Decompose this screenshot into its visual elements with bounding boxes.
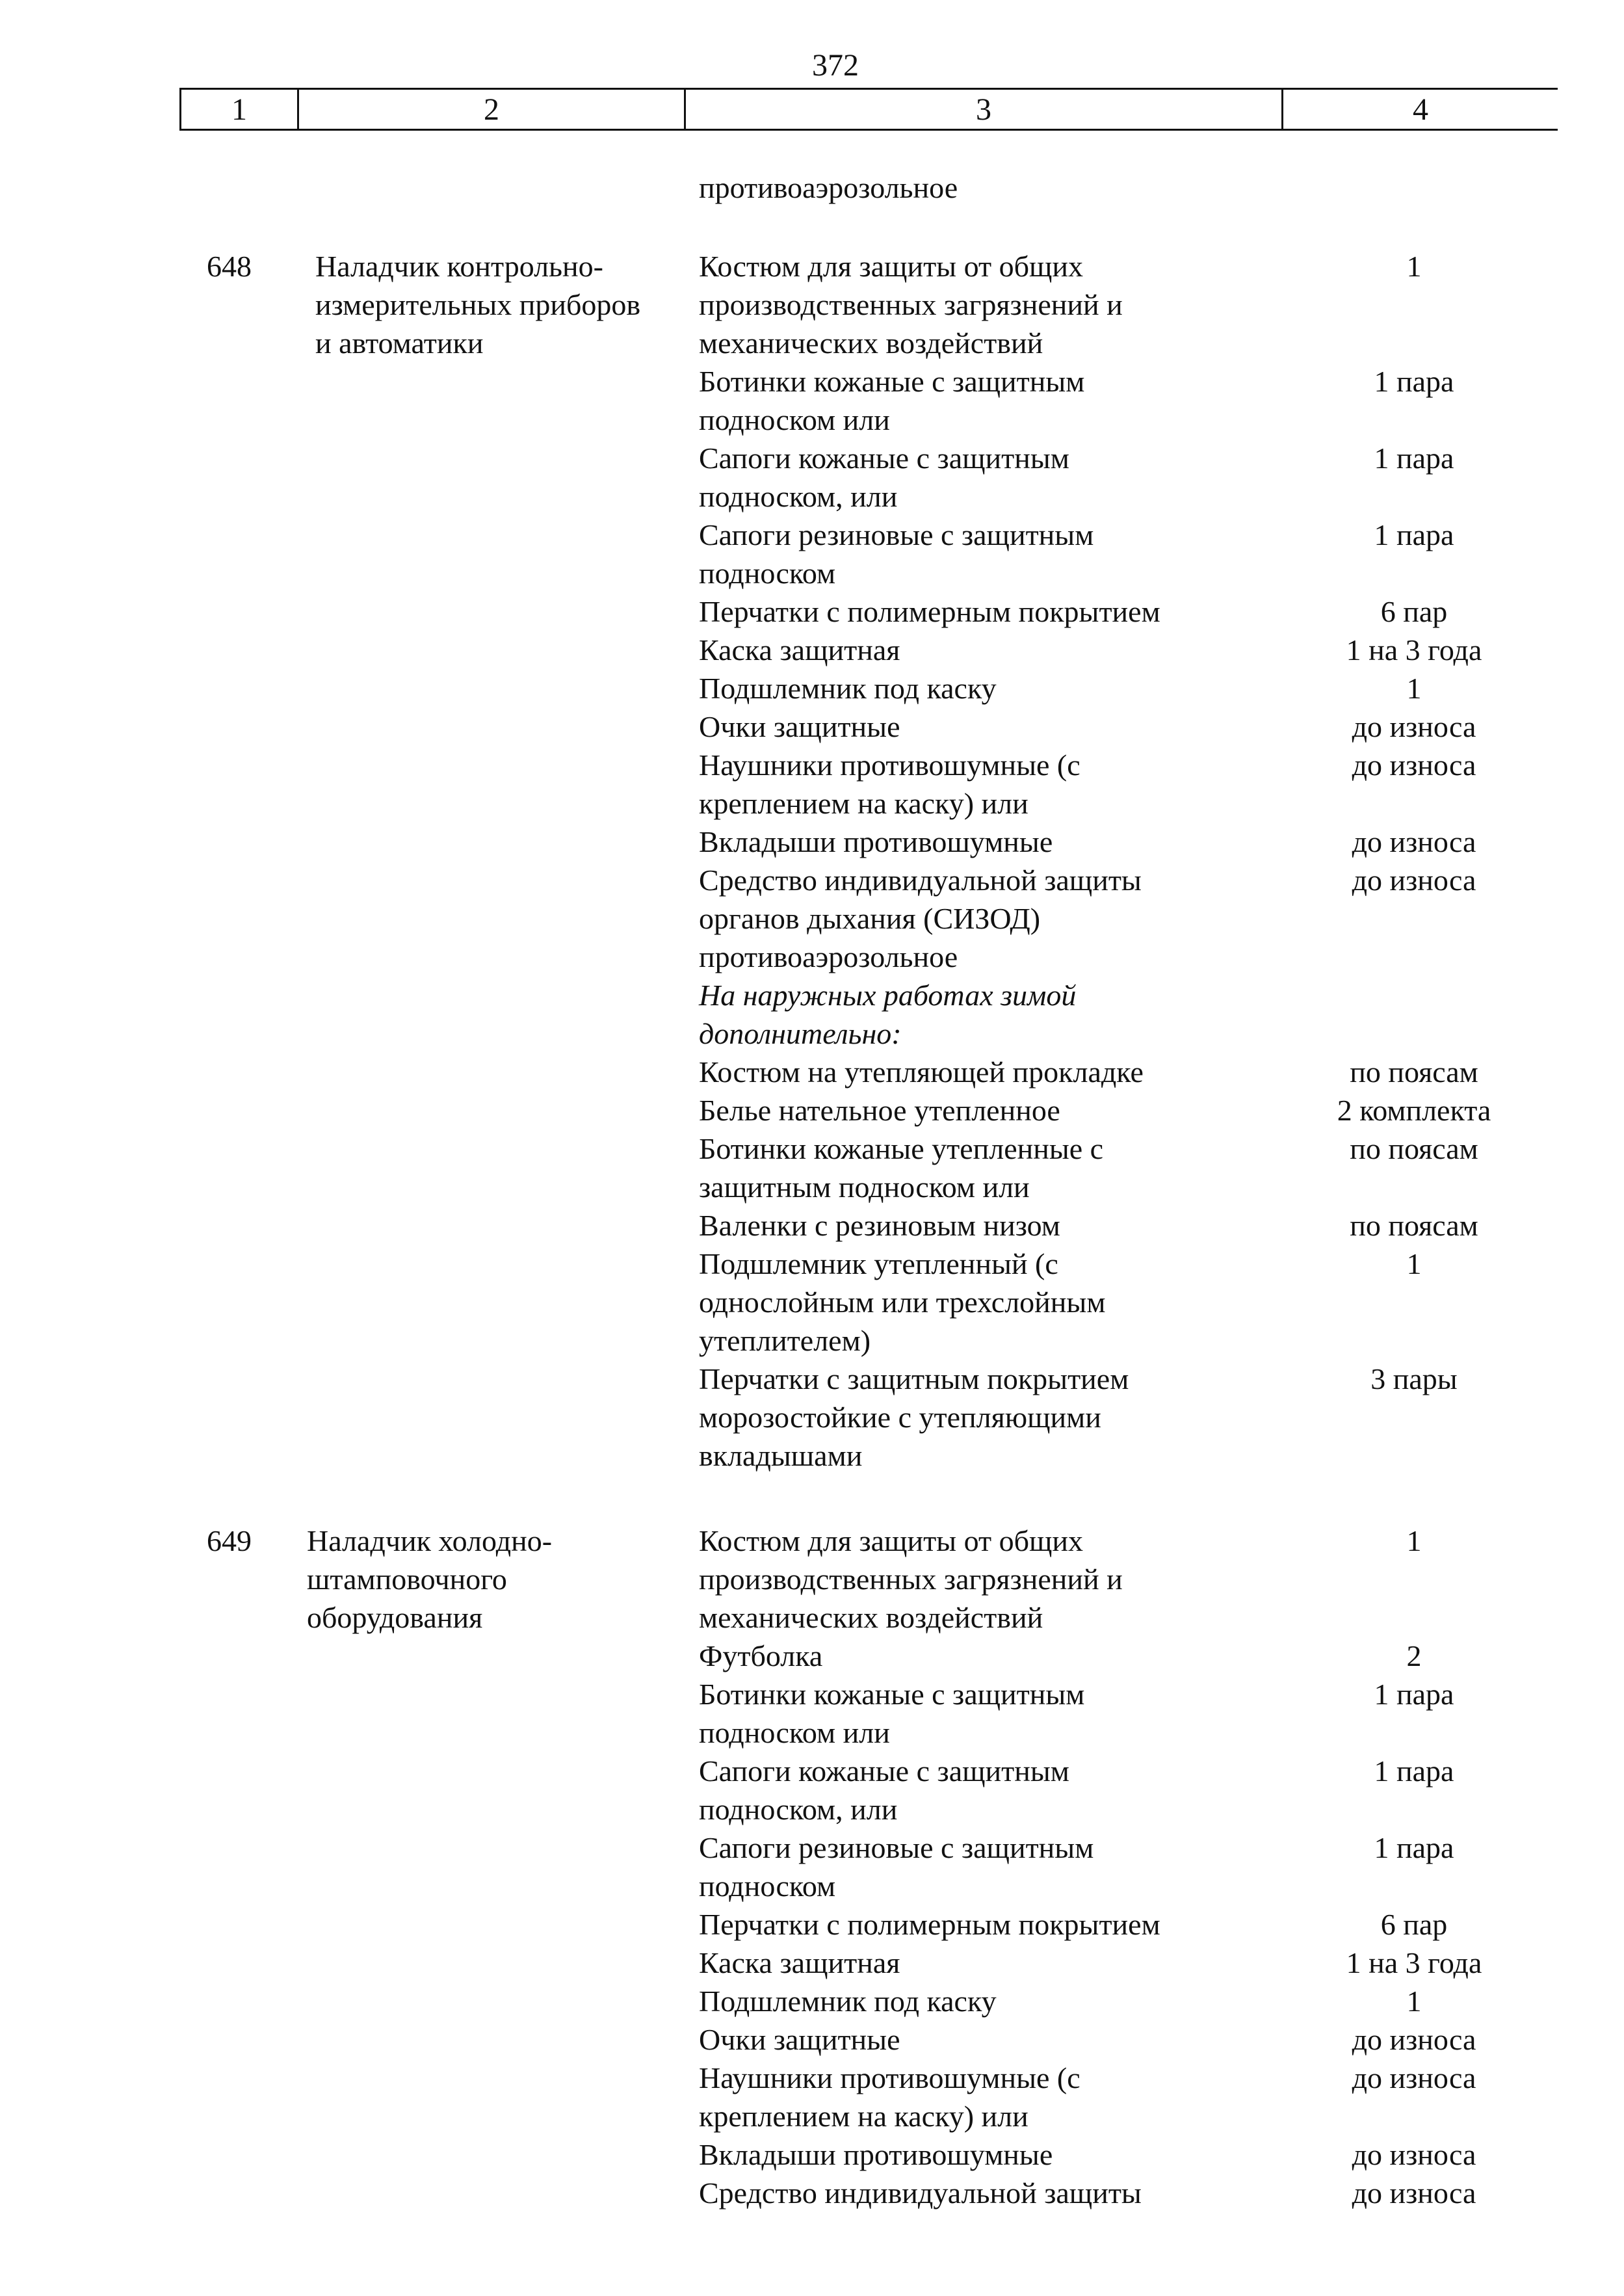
ppe-item-name: Перчатки с полимерным покрытием	[699, 595, 1160, 628]
ppe-item	[699, 2059, 1476, 2135]
ppe-item-name: Подшлемник под каску	[699, 672, 997, 705]
ppe-item-quantity: 1 пара	[1374, 365, 1454, 398]
ppe-item-quantity: 2 комплекта	[1337, 1094, 1491, 1127]
ppe-item-name: Сапоги кожаные с защитным подноском, или	[699, 1754, 1069, 1826]
ppe-item-quantity: по поясам	[1350, 1209, 1478, 1242]
ppe-item	[699, 1245, 1422, 1360]
ppe-item-name: Костюм для защиты от общих производственных загрязнений и механических воздействий	[699, 1524, 1123, 1634]
ppe-item-quantity: до износа	[1352, 2023, 1476, 2056]
ppe-item-quantity: 1 на 3 года	[1346, 633, 1482, 666]
ppe-item	[699, 516, 1454, 592]
ppe-item-name: Каска защитная	[699, 633, 900, 666]
ppe-item	[699, 1982, 1422, 2020]
ppe-item-name: Подшлемник утепленный (с однослойным или трехслойным утеплителем)	[699, 1247, 1106, 1357]
entry-number: 649	[207, 1524, 252, 1557]
page-number: 372	[812, 48, 859, 83]
ppe-item-quantity: до износа	[1352, 710, 1476, 743]
ppe-item	[699, 1752, 1454, 1828]
ppe-item-name: Вкладыши противошумные	[699, 2138, 1053, 2171]
ppe-item-quantity: 1 пара	[1374, 518, 1454, 551]
ppe-item-name: Подшлемник под каску	[699, 1985, 997, 2018]
ppe-item-name: Средство индивидуальной защиты	[699, 2176, 1142, 2210]
ppe-item-name: Очки защитные	[699, 2023, 900, 2056]
ppe-item-name: Средство индивидуальной защиты органов дыхания (СИЗОД) противоаэрозольное	[699, 864, 1142, 973]
ppe-item-quantity: 1	[1406, 1985, 1422, 2018]
ppe-item-quantity: 1 пара	[1374, 1754, 1454, 1788]
ppe-item-name: Костюм для защиты от общих производственных загрязнений и механических воздействий	[699, 250, 1123, 360]
ppe-item-quantity: до износа	[1352, 2138, 1476, 2171]
ppe-item-quantity: 1 пара	[1374, 1678, 1454, 1711]
ppe-item-name: На наружных работах зимой дополнительно:	[699, 979, 1077, 1050]
ppe-item-quantity: 1 пара	[1374, 442, 1454, 475]
carryover-text: противоаэрозольное	[699, 171, 958, 204]
ppe-item-quantity: 1	[1406, 672, 1422, 705]
ppe-item	[699, 1129, 1478, 1206]
ppe-item	[699, 1828, 1454, 1905]
ppe-item-quantity: по поясам	[1350, 1132, 1478, 1165]
ppe-item	[699, 823, 1476, 861]
ppe-item-name: Ботинки кожаные с защитным подноском или	[699, 365, 1085, 436]
ppe-item-name: Перчатки с полимерным покрытием	[699, 1908, 1160, 1941]
column-header-3: 3	[686, 90, 1283, 129]
profession-name: Наладчик холодно- штамповочного оборудования	[307, 1524, 553, 1634]
ppe-item-name: Сапоги резиновые с защитным подноском	[699, 1831, 1094, 1903]
ppe-item	[699, 247, 1422, 362]
ppe-item	[699, 631, 1482, 669]
column-header-2: 2	[299, 90, 686, 129]
ppe-item-quantity: 6 пар	[1380, 595, 1448, 628]
ppe-item-name: Наушники противошумные (с креплением на каску) или	[699, 2061, 1080, 2133]
entry-number: 648	[207, 250, 252, 283]
ppe-item	[699, 1053, 1478, 1091]
column-header-1: 1	[179, 90, 299, 129]
ppe-item	[699, 669, 1422, 707]
profession-name: Наладчик контрольно- измерительных приборов и автоматики	[315, 250, 641, 360]
ppe-item	[699, 592, 1448, 631]
ppe-item-quantity: 2	[1406, 1639, 1422, 1672]
ppe-item-name: Ботинки кожаные с защитным подноском или	[699, 1678, 1085, 1749]
ppe-item-name: Валенки с резиновым низом	[699, 1209, 1060, 1242]
column-header-row	[179, 88, 1558, 131]
ppe-item-quantity: до износа	[1352, 2061, 1476, 2094]
ppe-item	[699, 707, 1476, 746]
ppe-item-name: Вкладыши противошумные	[699, 825, 1053, 858]
ppe-item-quantity: 1 пара	[1374, 1831, 1454, 1864]
ppe-item-name: Сапоги резиновые с защитным подноском	[699, 518, 1094, 590]
ppe-item-quantity: по поясам	[1350, 1055, 1478, 1089]
ppe-item	[699, 746, 1476, 823]
ppe-item-quantity: до износа	[1352, 748, 1476, 782]
ppe-item-quantity: до износа	[1352, 864, 1476, 897]
ppe-item-name: Ботинки кожаные утепленные с защитным подноском или	[699, 1132, 1104, 1204]
ppe-item-quantity: 1	[1406, 1247, 1422, 1280]
ppe-item	[699, 1944, 1482, 1982]
ppe-item-quantity: 1 на 3 года	[1346, 1946, 1482, 1979]
ppe-item-quantity: 3 пары	[1370, 1362, 1458, 1395]
ppe-item	[699, 2135, 1476, 2174]
ppe-item	[699, 2020, 1476, 2059]
ppe-item-name: Футболка	[699, 1639, 823, 1672]
ppe-item-name: Костюм на утепляющей прокладке	[699, 1055, 1144, 1089]
ppe-item-name: Белье нательное утепленное	[699, 1094, 1060, 1127]
ppe-item-quantity: до износа	[1352, 825, 1476, 858]
ppe-item-name: Перчатки с защитным покрытием морозостойкие с утепляющими вкладышами	[699, 1362, 1129, 1472]
ppe-item	[699, 362, 1454, 439]
ppe-item	[699, 976, 1284, 1053]
ppe-item-quantity: 6 пар	[1380, 1908, 1448, 1941]
ppe-item	[699, 439, 1454, 516]
ppe-item	[699, 1905, 1448, 1944]
column-header-4: 4	[1413, 92, 1428, 127]
ppe-item-list	[699, 247, 1491, 1475]
ppe-item-name: Каска защитная	[699, 1946, 900, 1979]
ppe-item-name: Наушники противошумные (с креплением на каску) или	[699, 748, 1080, 820]
ppe-item-quantity: 1	[1406, 250, 1422, 283]
ppe-item	[699, 861, 1476, 976]
ppe-item	[699, 1675, 1454, 1752]
ppe-item	[699, 1206, 1478, 1245]
ppe-item	[699, 1091, 1491, 1129]
ppe-item	[699, 1360, 1458, 1475]
ppe-item-name: Очки защитные	[699, 710, 900, 743]
ppe-item	[699, 1522, 1422, 1637]
ppe-item-quantity: до износа	[1352, 2176, 1476, 2210]
ppe-item-list	[699, 1522, 1482, 2212]
ppe-item	[699, 1637, 1422, 1675]
ppe-item-quantity: 1	[1406, 1524, 1422, 1557]
ppe-item	[699, 2174, 1476, 2212]
ppe-item-name: Сапоги кожаные с защитным подноском, или	[699, 442, 1069, 513]
